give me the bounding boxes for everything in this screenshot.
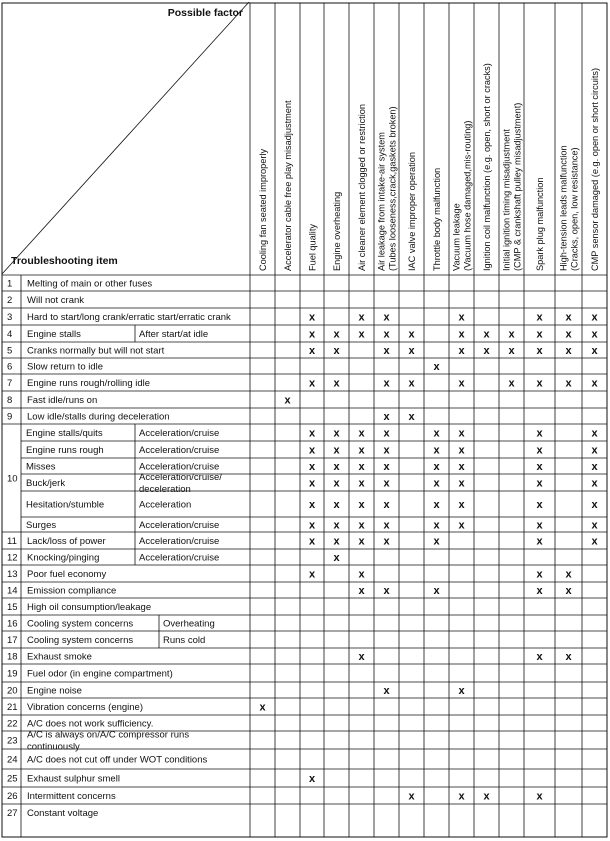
- troubleshooting-item: Engine runs rough/rolling idle: [27, 378, 151, 389]
- factor-mark: x: [591, 477, 598, 490]
- factor-mark: x: [536, 568, 543, 581]
- row-number: 21: [7, 702, 18, 713]
- factor-mark: x: [591, 328, 598, 341]
- factor-mark: x: [536, 790, 543, 803]
- factor-mark: x: [383, 499, 390, 511]
- factor-label: IAC valve improper operation: [407, 152, 417, 271]
- condition-label: Acceleration/cruise: [139, 536, 220, 547]
- factor-mark: x: [591, 519, 598, 532]
- troubleshooting-item: Fast idle/runs on: [27, 395, 98, 406]
- troubleshooting-item: Buck/jerk: [26, 478, 66, 489]
- condition-label: Acceleration/cruise/: [139, 472, 222, 483]
- factor-mark: x: [536, 535, 543, 548]
- troubleshooting-item: Constant voltage: [27, 808, 99, 819]
- troubleshooting-item: A/C is always on/A/C compressor runs: [27, 729, 190, 741]
- factor-label: High-tension leads malfunction: [558, 145, 569, 271]
- factor-mark: x: [433, 427, 440, 440]
- troubleshooting-item: Slow return to idle: [27, 361, 104, 373]
- troubleshooting-item: Cranks normally but will not start: [27, 345, 165, 357]
- row-number: 14: [7, 585, 18, 597]
- factor-mark: x: [433, 535, 440, 548]
- factor-mark: x: [458, 477, 465, 490]
- factor-mark: x: [383, 535, 390, 548]
- row-number: 27: [7, 808, 18, 819]
- factor-mark: x: [458, 685, 465, 697]
- factor-mark: x: [483, 790, 490, 803]
- factor-mark: x: [358, 585, 365, 597]
- factor-mark: x: [458, 311, 465, 324]
- troubleshooting-item: Engine stalls: [27, 329, 81, 340]
- troubleshooting-item: Misses: [26, 461, 56, 473]
- row-number: 13: [7, 569, 18, 580]
- factor-mark: x: [308, 377, 316, 390]
- factor-mark: x: [358, 328, 365, 341]
- factor-mark: x: [591, 311, 598, 324]
- factor-mark: x: [358, 477, 365, 490]
- factor-mark: x: [333, 427, 340, 440]
- factor-mark: x: [383, 377, 390, 390]
- factor-mark: x: [308, 311, 316, 324]
- factor-mark: x: [308, 427, 316, 440]
- factor-mark: x: [308, 461, 316, 473]
- row-number: 12: [7, 552, 18, 564]
- factor-mark: x: [565, 328, 572, 341]
- factor-label: Fuel quality: [307, 224, 318, 271]
- factor-mark: x: [565, 568, 572, 581]
- factor-mark: x: [458, 499, 465, 511]
- factor-mark: x: [591, 535, 598, 548]
- troubleshooting-item: Will not crank: [27, 295, 85, 306]
- factor-label: Vacuum leakage: [451, 203, 462, 271]
- row-number: 22: [7, 718, 18, 730]
- row-number: 17: [7, 635, 18, 646]
- factor-mark: x: [383, 519, 390, 532]
- factor-mark: x: [536, 311, 543, 324]
- factor-mark: x: [536, 585, 543, 597]
- factor-mark: x: [458, 345, 465, 357]
- condition-label: deceleration: [139, 484, 191, 495]
- factor-mark: x: [358, 427, 365, 440]
- troubleshooting-item: Emission compliance: [27, 585, 117, 597]
- condition-label: Acceleration/cruise: [139, 445, 220, 456]
- factor-mark: x: [358, 311, 365, 324]
- factor-mark: x: [383, 585, 390, 597]
- troubleshooting-item: Intermittent concerns: [27, 791, 116, 802]
- factor-mark: x: [483, 345, 490, 357]
- condition-label: Acceleration/cruise: [139, 520, 220, 531]
- factor-mark: x: [333, 461, 340, 473]
- row-number: 2: [7, 295, 13, 306]
- possible-factor-title: Possible factor: [167, 7, 243, 19]
- factor-mark: x: [358, 461, 365, 473]
- factor-mark: x: [458, 377, 465, 390]
- factor-mark: x: [591, 345, 598, 357]
- factor-mark: x: [536, 377, 543, 390]
- row-number: 9: [7, 411, 13, 423]
- factor-mark: x: [333, 328, 340, 341]
- factor-mark: x: [308, 345, 316, 357]
- factor-mark: x: [308, 568, 316, 581]
- row-number: 24: [7, 754, 18, 766]
- troubleshooting-item: High oil consumption/leakage: [27, 602, 152, 613]
- factor-mark: x: [383, 328, 390, 341]
- factor-mark: x: [591, 499, 598, 511]
- factor-mark: x: [433, 461, 440, 473]
- factor-mark: x: [508, 377, 515, 390]
- troubleshooting-item: Vibration concerns (engine): [27, 702, 144, 713]
- troubleshooting-item: A/C does not work sufficiency.: [27, 718, 154, 730]
- row-number: 25: [7, 773, 18, 785]
- factor-mark: x: [408, 345, 415, 357]
- factor-mark: x: [536, 345, 543, 357]
- troubleshooting-item: Engine noise: [27, 685, 82, 697]
- troubleshooting-item: Melting of main or other fuses: [27, 278, 153, 290]
- factor-mark: x: [383, 345, 390, 357]
- row-number: 8: [7, 395, 13, 406]
- troubleshooting-item: Cooling system concerns: [27, 618, 134, 630]
- factor-label: Air cleaner element clogged or restriction: [357, 104, 367, 271]
- condition-label: Overheating: [163, 618, 215, 630]
- factor-mark: x: [408, 328, 415, 341]
- factor-label: (CMP & crankshaft pulley misadjustment): [512, 102, 523, 271]
- factor-mark: x: [458, 328, 465, 341]
- factor-mark: x: [333, 444, 340, 457]
- troubleshooting-item: Poor fuel economy: [27, 569, 107, 580]
- factor-mark: x: [483, 328, 490, 341]
- troubleshooting-item: Lack/loss of power: [27, 536, 106, 547]
- troubleshooting-item: Low idle/stalls during deceleration: [27, 411, 170, 423]
- factor-mark: x: [536, 444, 543, 457]
- factor-mark: x: [536, 328, 543, 341]
- factor-mark: x: [408, 377, 415, 390]
- factor-mark: x: [536, 651, 543, 663]
- condition-label: Acceleration/cruise: [139, 552, 220, 564]
- factor-mark: x: [308, 444, 316, 457]
- factor-mark: x: [358, 535, 365, 548]
- factor-mark: x: [308, 773, 316, 785]
- factor-label: Initial ignition timing misadjustment: [501, 129, 512, 271]
- factor-mark: x: [333, 552, 340, 564]
- factor-label: Throttle body malfunction: [432, 167, 442, 271]
- factor-mark: x: [536, 499, 543, 511]
- factor-mark: x: [358, 519, 365, 532]
- factor-mark: x: [308, 328, 316, 341]
- factor-mark: x: [536, 427, 543, 440]
- troubleshooting-item: A/C does not cut off under WOT conditions: [27, 754, 208, 766]
- row-number: 4: [7, 329, 13, 340]
- factor-mark: x: [565, 311, 572, 324]
- factor-mark: x: [591, 461, 598, 473]
- factor-label: Air leakage from intake-air system: [376, 132, 387, 271]
- factor-mark: x: [308, 477, 316, 490]
- factor-mark: x: [458, 427, 465, 440]
- troubleshooting-item: Exhaust sulphur smell: [27, 773, 120, 785]
- condition-label: Acceleration/cruise: [139, 461, 220, 473]
- factor-mark: x: [358, 444, 365, 457]
- condition-label: Runs cold: [163, 635, 206, 646]
- factor-label: Engine overheating: [332, 191, 342, 271]
- troubleshooting-item-title: Troubleshooting item: [11, 255, 118, 267]
- row-number: 3: [7, 312, 13, 323]
- row-number: 16: [7, 618, 18, 630]
- factor-mark: x: [383, 411, 390, 423]
- factor-mark: x: [358, 651, 365, 663]
- condition-label: Acceleration: [139, 499, 192, 511]
- factor-mark: x: [536, 477, 543, 490]
- row-number: 26: [7, 791, 18, 802]
- troubleshooting-item: Hesitation/stumble: [26, 499, 105, 511]
- factor-mark: x: [383, 311, 390, 324]
- factor-mark: x: [433, 585, 440, 597]
- troubleshooting-item: Surges: [26, 520, 57, 531]
- row-number: 15: [7, 602, 18, 613]
- factor-label: CMP sensor damaged (e.g. open or short circuits): [590, 67, 600, 271]
- troubleshooting-item: Fuel odor (in engine compartment): [27, 668, 173, 680]
- factor-mark: x: [383, 444, 390, 457]
- row-number: 1: [7, 278, 13, 290]
- row-number: 18: [7, 651, 18, 663]
- factor-mark: x: [433, 361, 440, 373]
- factor-mark: x: [308, 535, 316, 548]
- factor-label: Spark plug malfunction: [535, 177, 545, 271]
- factor-label: (Tubes looseness,crack,gaskets broken): [387, 106, 398, 271]
- factor-mark: x: [383, 477, 390, 490]
- factor-mark: x: [284, 394, 291, 407]
- factor-mark: x: [408, 790, 415, 803]
- factor-mark: x: [591, 444, 598, 457]
- factor-mark: x: [536, 519, 543, 532]
- factor-mark: x: [383, 685, 390, 697]
- factor-mark: x: [565, 651, 572, 663]
- troubleshooting-item: Exhaust smoke: [27, 651, 92, 663]
- factor-mark: x: [358, 568, 365, 581]
- row-number: 6: [7, 361, 13, 373]
- row-number: 19: [7, 668, 18, 680]
- row-number: 20: [7, 685, 18, 697]
- factor-mark: x: [308, 519, 316, 532]
- factor-mark: x: [591, 377, 598, 390]
- factor-mark: x: [536, 461, 543, 473]
- factor-mark: x: [383, 427, 390, 440]
- factor-label: (Vacuum hose damaged,mis-routing): [462, 120, 473, 271]
- factor-label: Ignition coil malfunction (e.g. open, short or cracks): [482, 63, 492, 271]
- troubleshooting-item: Engine stalls/quits: [26, 428, 103, 439]
- factor-mark: x: [433, 499, 440, 511]
- row-number: 11: [7, 536, 17, 547]
- factor-mark: x: [333, 345, 340, 357]
- troubleshooting-item: continuously: [27, 741, 80, 753]
- factor-mark: x: [591, 427, 598, 440]
- factor-mark: x: [565, 345, 572, 357]
- factor-mark: x: [333, 477, 340, 490]
- troubleshooting-item: Cooling system concerns: [27, 635, 134, 646]
- troubleshooting-item: Knocking/pinging: [27, 552, 100, 564]
- factor-mark: x: [308, 499, 316, 511]
- factor-mark: x: [408, 411, 415, 423]
- factor-mark: x: [358, 499, 365, 511]
- factor-label: (Cracks, open, low resistance): [569, 147, 580, 271]
- factor-mark: x: [333, 519, 340, 532]
- troubleshooting-item: Hard to start/long crank/erratic start/erratic crank: [27, 312, 231, 323]
- factor-mark: x: [508, 328, 515, 341]
- factor-mark: x: [458, 461, 465, 473]
- factor-mark: x: [433, 444, 440, 457]
- condition-label: Acceleration/cruise: [139, 428, 220, 439]
- factor-mark: x: [565, 377, 572, 390]
- row-number: 23: [7, 735, 18, 747]
- factor-mark: x: [433, 519, 440, 532]
- factor-mark: x: [508, 345, 515, 357]
- factor-label: Accelerator cable free play misadjustment: [283, 100, 293, 271]
- troubleshooting-item: Engine runs rough: [26, 445, 104, 456]
- factor-mark: x: [458, 790, 465, 803]
- factor-mark: x: [383, 461, 390, 473]
- factor-mark: x: [333, 377, 340, 390]
- factor-mark: x: [333, 499, 340, 511]
- factor-mark: x: [333, 535, 340, 548]
- factor-mark: x: [433, 477, 440, 490]
- factor-mark: x: [458, 444, 465, 457]
- factor-mark: x: [259, 701, 266, 714]
- row-number: 7: [7, 378, 13, 389]
- row-number: 10: [7, 473, 18, 485]
- factor-mark: x: [458, 519, 465, 532]
- condition-label: After start/at idle: [139, 329, 209, 340]
- factor-mark: x: [565, 585, 572, 597]
- row-number: 5: [7, 345, 13, 357]
- factor-label: Cooling fan seated improperly: [258, 148, 268, 271]
